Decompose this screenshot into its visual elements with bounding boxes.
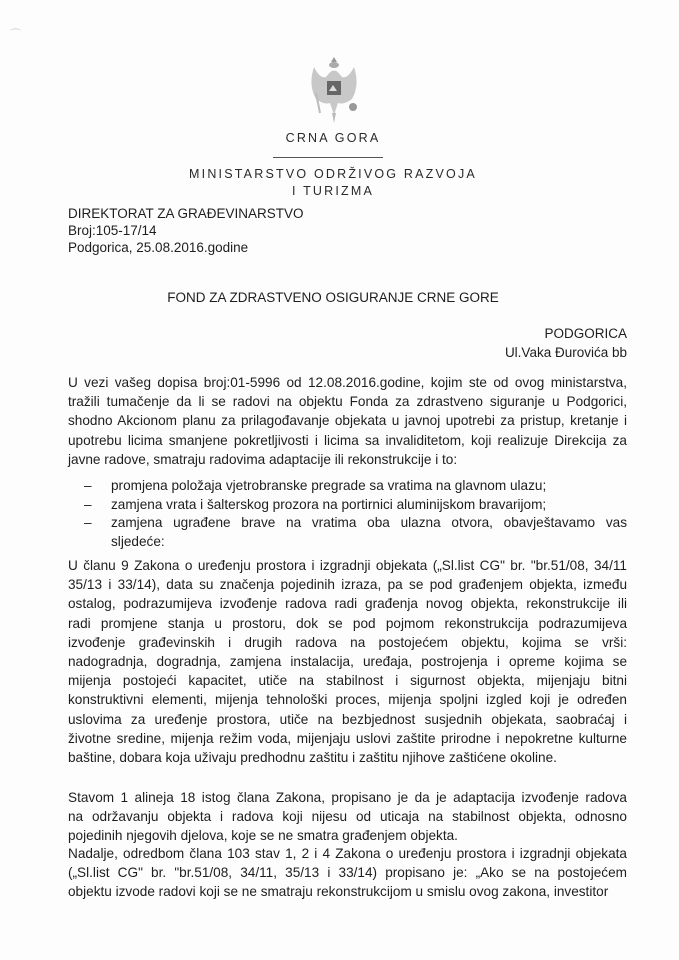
reference-number: Broj:105-17/14 xyxy=(68,223,157,238)
sender-block xyxy=(68,205,304,256)
text-line: zamjena ugrađene brave na vratima oba ulazna otvora, obavještavamo vas xyxy=(111,515,627,531)
dash-bullet: – xyxy=(84,496,92,512)
text-line: U vezi vašeg dopisa broj:01-5996 od 12.08.2016.godine, kojim ste od ovog ministarstva, xyxy=(68,375,627,390)
text-line: objektu izvode radovi koji se ne smatraju rekonstrukcijom u smislu ovog zakona, investitor xyxy=(68,884,609,900)
directorate: DIREKTORAT ZA GRAĐEVINARSTVO xyxy=(68,206,304,221)
text-line: zamjena vrata i šalterskog prozora na portirnici aluminijskom bravarijom; xyxy=(111,496,547,512)
text-line: („Sl.list CG" br. "br.51/08, 34/11, 35/13 i 33/14) propisano je: „Ako se na postojećem xyxy=(68,865,627,881)
text-line: sljedeće: xyxy=(111,533,165,549)
text-line: upotrebu licima smanjene pokretljivosti i licima sa invaliditetom, koji realizuje Direkcija za xyxy=(68,432,627,448)
text-line: shodno Akcionom planu za prilagođavanje objekata u javnoj upotrebi za pristup, kretanje i xyxy=(68,413,627,429)
intro-paragraph xyxy=(68,373,627,469)
scan-mark: ⌒ xyxy=(10,29,21,41)
text-line: Nadalje, odredbom člana 103 stav 1, 2 i 4 Zakona o uređenju prostora i izgradnji objekata xyxy=(68,846,627,861)
list-item-text xyxy=(111,514,627,551)
place-date: Podgorica, 25.08.2016.godine xyxy=(68,240,249,255)
text-line: nadogradnja, dogradnja, zamjena instalacija, uređaja, postrojenja i opreme kojima se xyxy=(68,653,627,669)
ministry-name-line2: I TURIZMA xyxy=(291,184,375,198)
text-line: pojedinih njegovih djelova, koje se ne smatra građenjem objekta. xyxy=(68,828,458,844)
dash-bullet: – xyxy=(84,478,92,493)
header-rule xyxy=(273,157,383,158)
text-line: na održavanju objekta i radova koji nijesu od uticaja na stabilnost objekta, odnosno xyxy=(68,809,627,825)
text-line: uslovima za uređenje prostora, utiče na bezbjednost susjednih objekata, saobraćaj i xyxy=(68,711,627,727)
recipient-address xyxy=(505,324,627,362)
text-line: 35/13 i 33/14), data su značenja pojedinih izraza, pa se pod građenjem objekta, između xyxy=(68,577,627,593)
works-list xyxy=(84,477,627,551)
text-line: U članu 9 Zakona o uređenju prostora i izgradnji objekata („Sl.list CG" br. "br.51/08, 34/11 xyxy=(68,558,627,573)
text-line: radi promjene stanja u prostoru, dok se pod pojmom rekonstrukcija podrazumijeva xyxy=(68,615,627,631)
text-line: Stavom 1 alineja 18 istog člana Zakona, propisano je da je adaptacija izvođenje radova xyxy=(68,790,627,805)
text-line: javne radove, smatraju radovima adaptacije ili rekonstrukcije i to: xyxy=(68,451,458,467)
text-line: promjena položaja vjetrobranske pregrade sa vratima na glavnom ulazu; xyxy=(111,478,547,493)
text-line: konstruktivni elementi, mijenja tehnološki proces, mijenja spoljni izgled koji je određen xyxy=(68,692,627,708)
list-item xyxy=(84,514,627,551)
text-line: izvođenje građevinskih i drugih radova na postojećem objektu, kojima se vrši: xyxy=(68,634,627,650)
recipient-city: PODGORICA xyxy=(544,326,627,341)
ministry-name-line1: MINISTARSTVO ODRŽIVOG RAZVOJA xyxy=(189,167,477,181)
law-definitions-paragraph xyxy=(68,556,627,767)
text-line: tražili tumačenje da li se radovi na objektu Fonda za zdrastveno siguranje u Podgorici, xyxy=(68,394,627,410)
list-item-text xyxy=(111,477,627,496)
recipient-street: Ul.Vaka Đurovića bb xyxy=(504,345,627,360)
dash-bullet: – xyxy=(84,515,92,531)
text-line: životne sredine, mijenja režim voda, mijenjaju uslovi zaštite prirodne i nepokretne kulturne xyxy=(68,730,627,746)
adaptation-paragraph xyxy=(68,788,627,846)
text-line: ostalog, podrazumijeva izvođenje radova radi građenja novog objekta, rekonstrukcije ili xyxy=(68,596,627,612)
recipient-name: FOND ZA ZDRASTVENO OSIGURANJE CRNE GORE xyxy=(167,290,499,305)
list-item xyxy=(84,477,627,496)
list-item xyxy=(84,496,627,515)
coat-of-arms-icon xyxy=(306,55,362,127)
text-line: mijenja postojeći kapacitet, utiče na stabilnost i sigurnost objekta, mijenjaju bitni xyxy=(68,673,627,689)
country-name: CRNA GORA xyxy=(285,131,381,145)
text-line: baštine, dobara koja uživaju predhodnu zaštitu i zaštitu njihove zaštićene okoline. xyxy=(68,749,557,765)
list-item-text xyxy=(111,496,627,515)
article-103-paragraph xyxy=(68,844,627,902)
